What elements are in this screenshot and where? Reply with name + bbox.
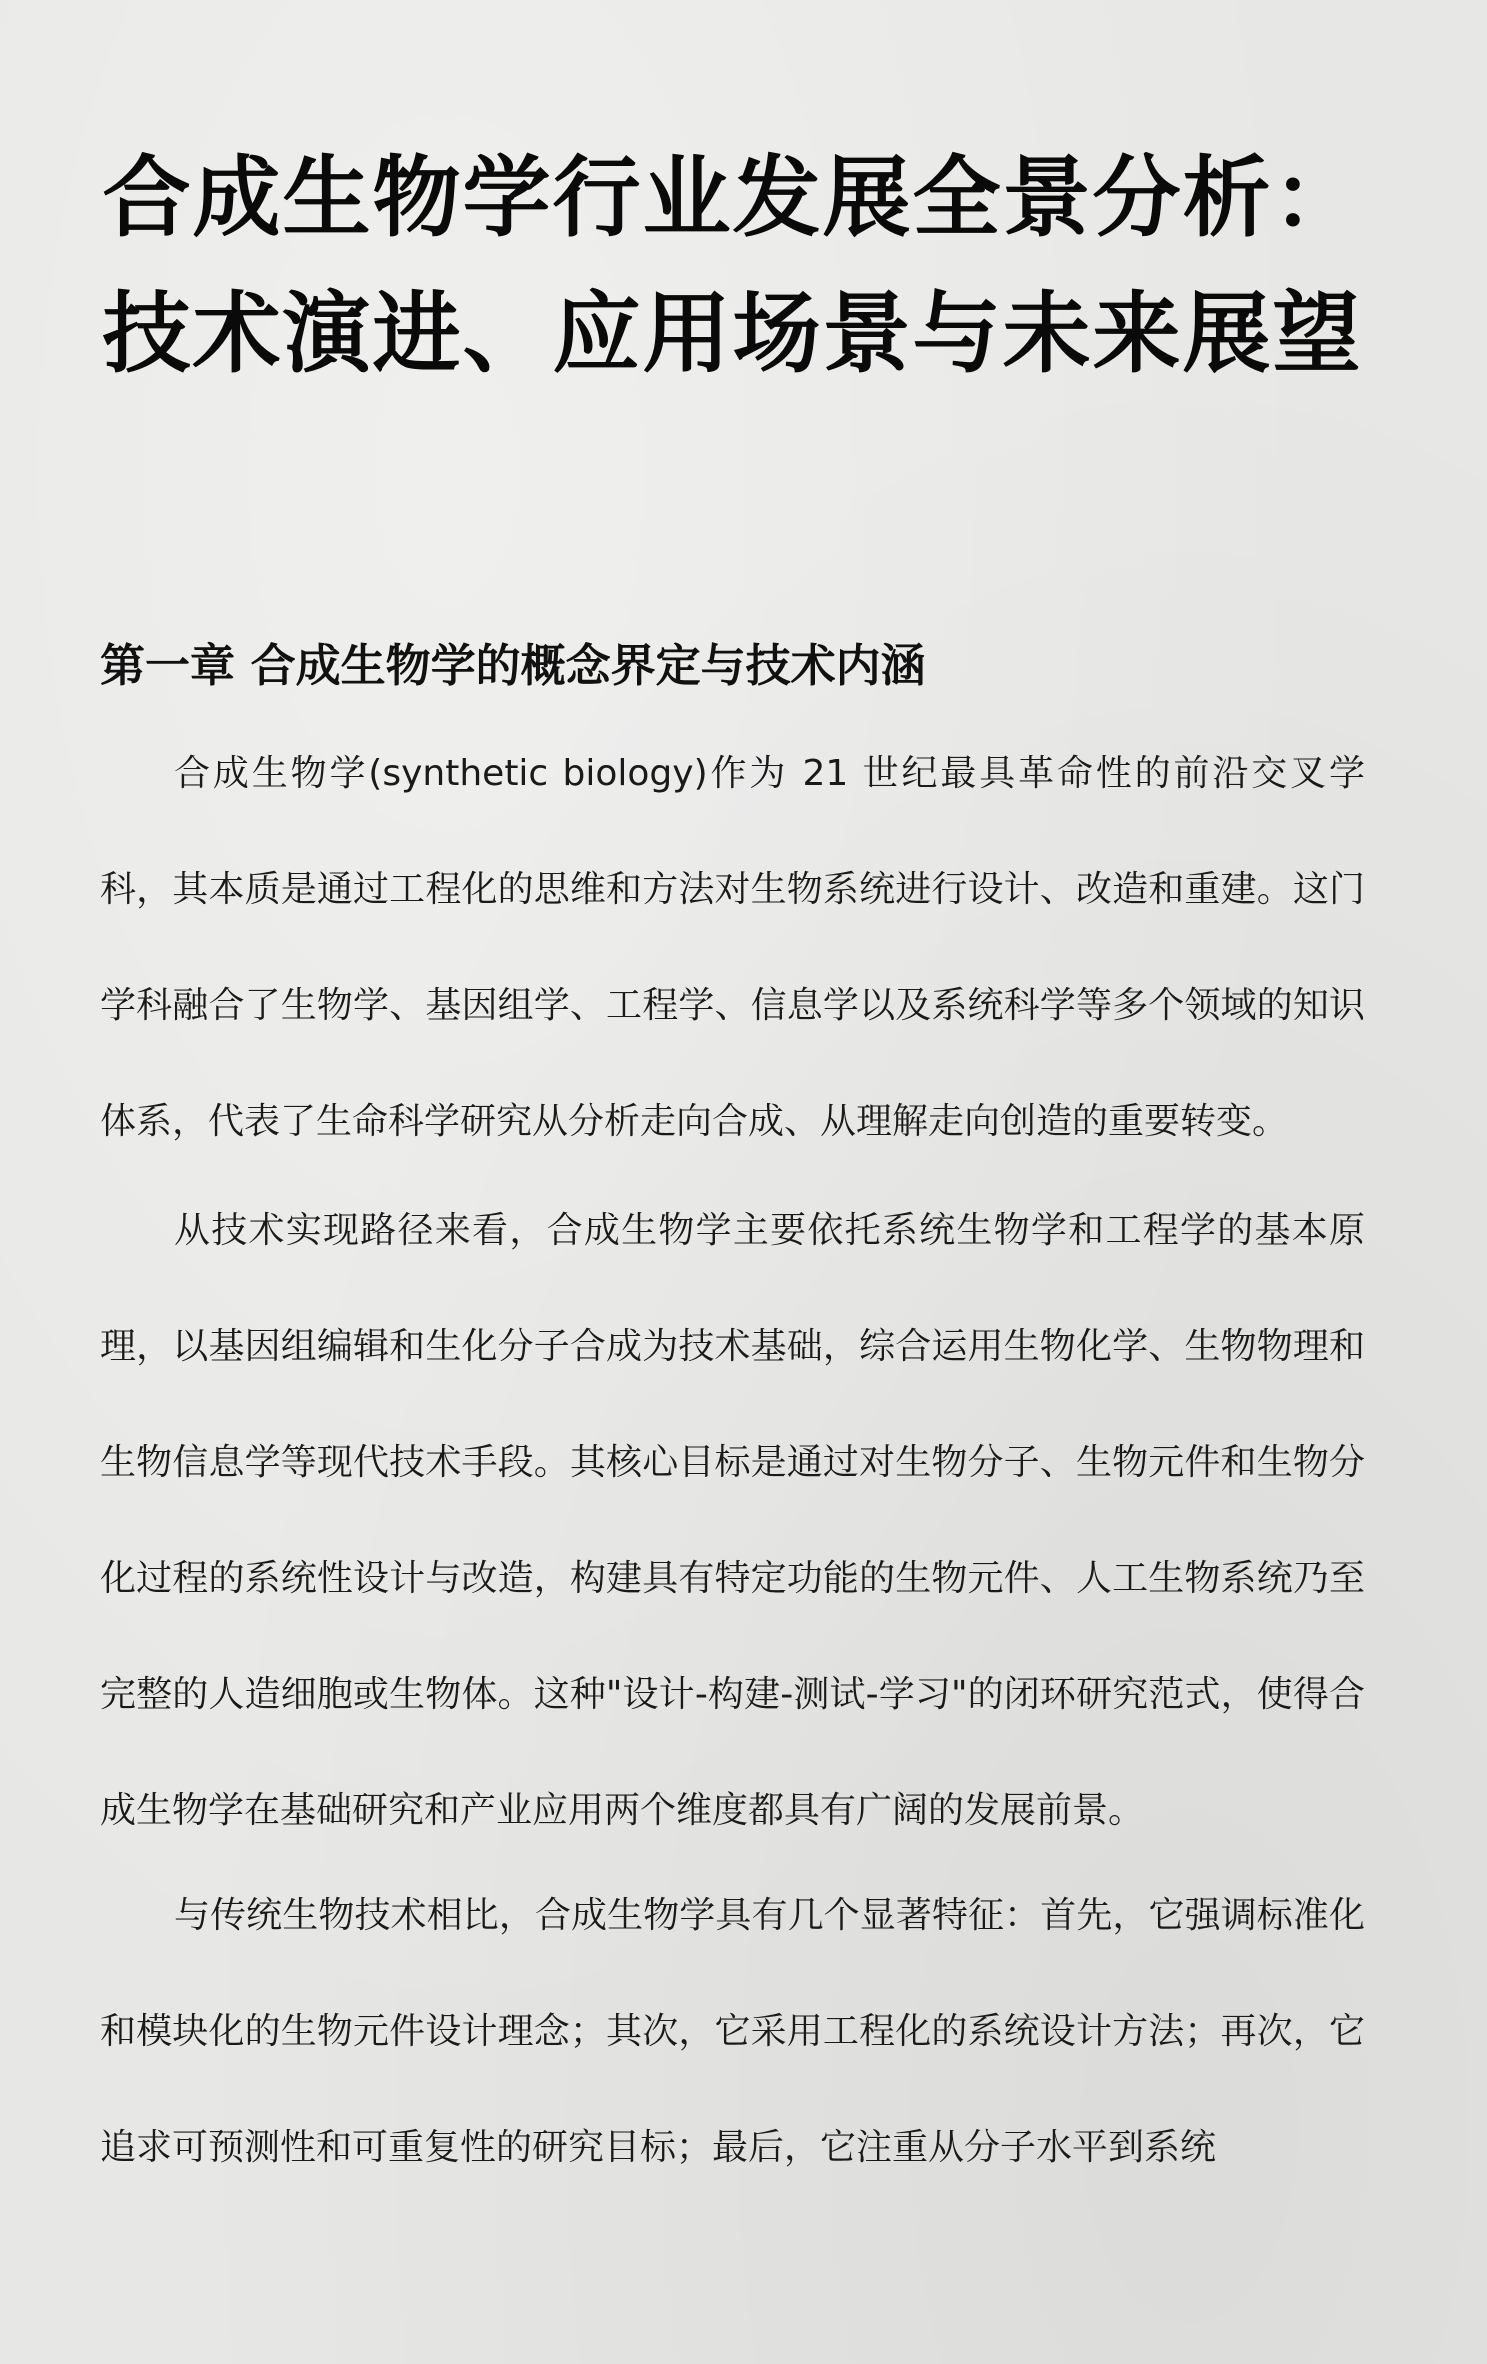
document-page	[100, 0, 1365, 2364]
body-paragraph: 合成生物学(synthetic biology)作为 21 世纪最具革命性的前沿交叉学科，其本质是通过工程化的思维和方法对生物系统进行设计、改造和重建。这门学科融合了生物学、基因组学、工程学、信息学以及系统科学等多个领域的知识体系，代表了生命科学研究从分析走向合成、从理解走向创造的重要转变。	[100, 753, 1365, 1142]
chapter-heading: 第一章 合成生物学的概念界定与技术内涵	[100, 639, 926, 692]
body-paragraph: 与传统生物技术相比，合成生物学具有几个显著特征：首先，它强调标准化和模块化的生物元件设计理念；其次，它采用工程化的系统设计方法；再次，它追求可预测性和可重复性的研究目标；最后，它注重从分子水平到系统	[100, 1895, 1365, 2168]
body-paragraph: 从技术实现路径来看，合成生物学主要依托系统生物学和工程学的基本原理，以基因组编辑和生化分子合成为技术基础，综合运用生物化学、生物物理和生物信息学等现代技术手段。其核心目标是通过对生物分子、生物元件和生物分化过程的系统性设计与改造，构建具有特定功能的生物元件、人工生物系统乃至完整的人造细胞或生物体。这种"设计-构建-测试-学习"的闭环研究范式，使得合成生物学在基础研究和产业应用两个维度都具有广阔的发展前景。	[100, 1210, 1365, 1831]
document-title: 合成生物学行业发展全景分析：技术演进、应用场景与未来展望	[102, 146, 1363, 385]
